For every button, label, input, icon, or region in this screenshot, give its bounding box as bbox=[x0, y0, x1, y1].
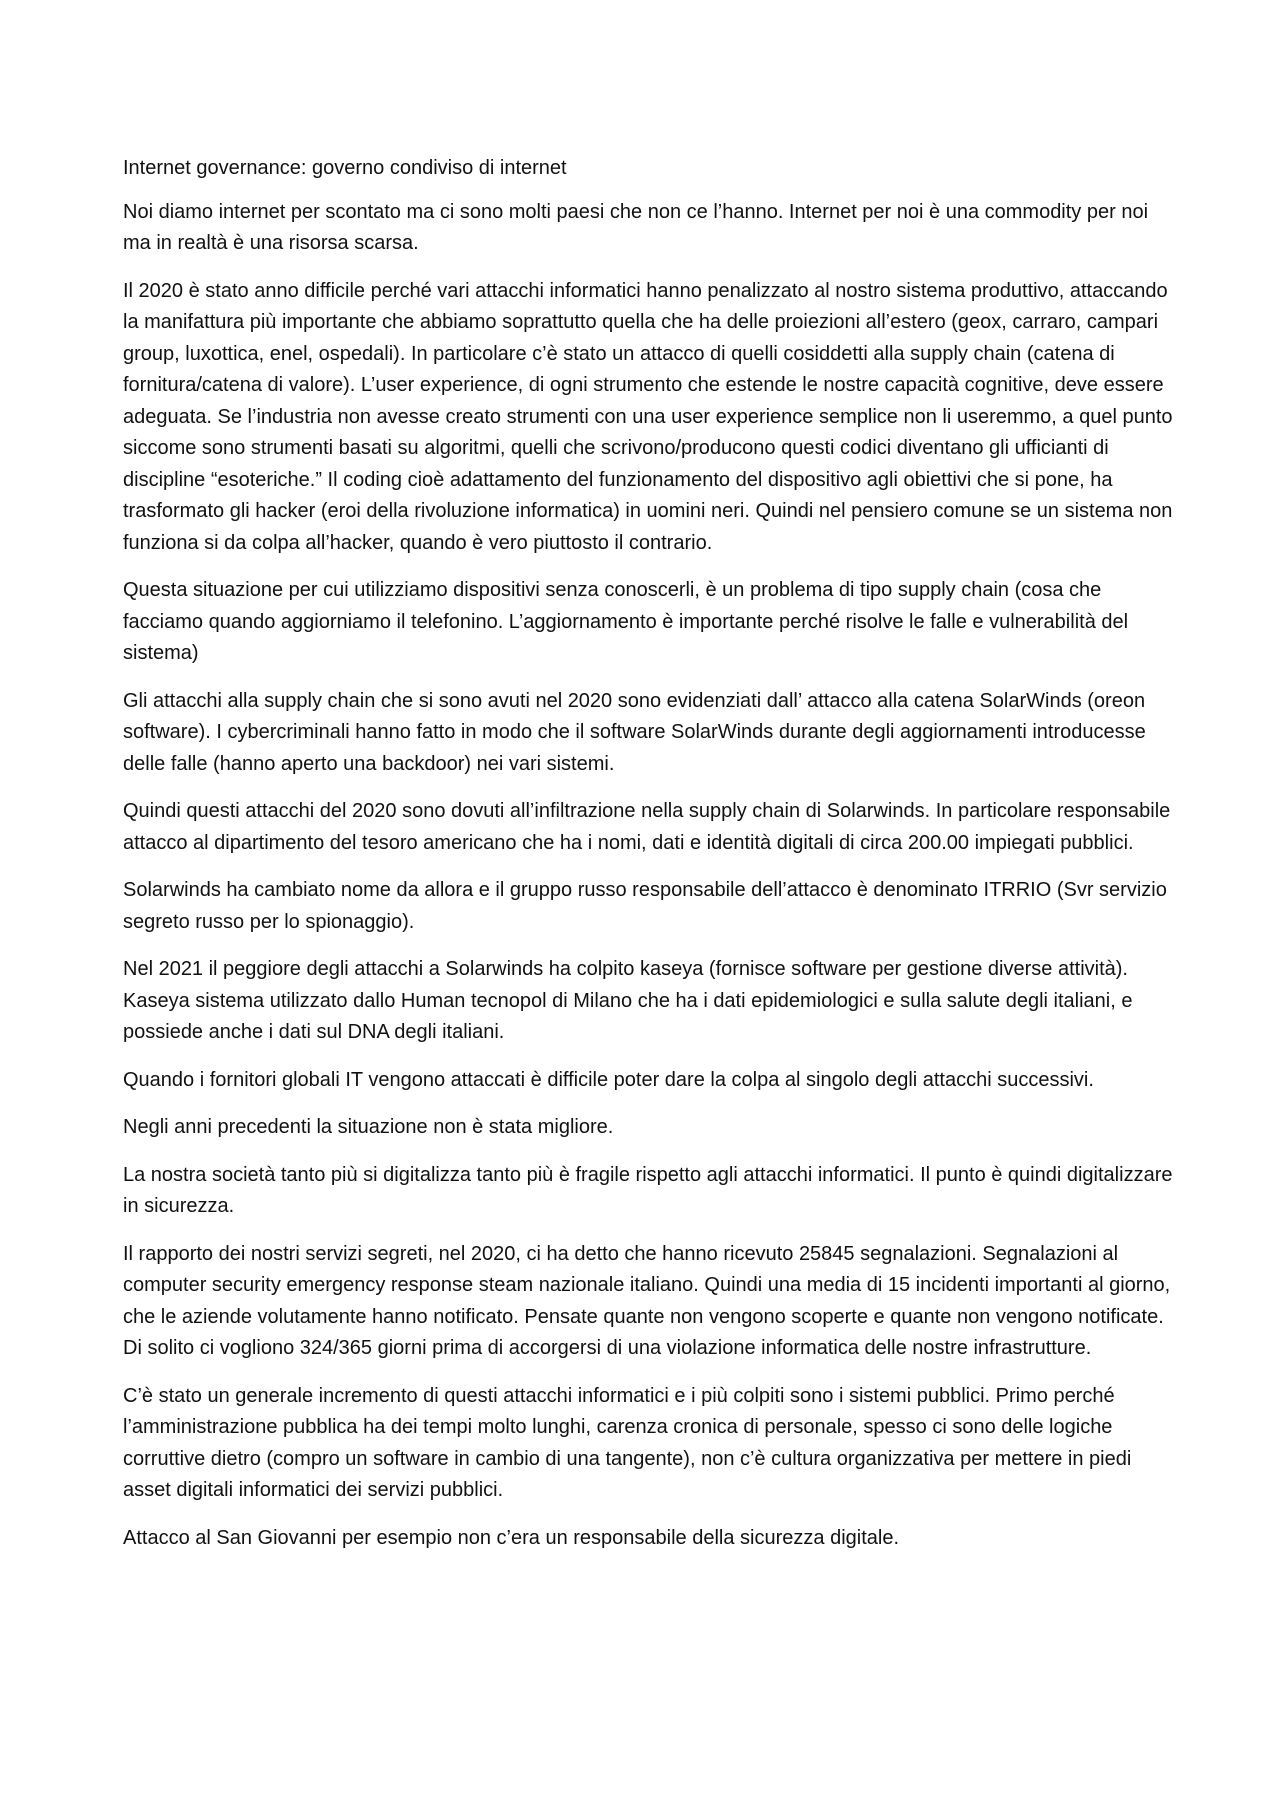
document-title: Internet governance: governo condiviso di internet bbox=[123, 157, 567, 179]
paragraph: La nostra società tanto più si digitalizza tanto più è fragile rispetto agli attacchi informatici. Il punto è quindi digitalizzare in sicurezza. bbox=[123, 1163, 1173, 1217]
paragraph: Quando i fornitori globali IT vengono attaccati è difficile poter dare la colpa al singolo degli attacchi successivi. bbox=[123, 1068, 1094, 1091]
paragraph: Attacco al San Giovanni per esempio non c’era un responsabile della sicurezza digitale. bbox=[123, 1526, 900, 1549]
paragraph: Questa situazione per cui utilizziamo dispositivi senza conoscerli, è un problema di tipo supply chain (cosa che facciamo quando aggiorniamo il telefonino. L’aggiornamento è importante perché risolve le falle e vulnerabilità del sistema) bbox=[123, 579, 1129, 664]
paragraph: Negli anni precedenti la situazione non è stata migliore. bbox=[123, 1116, 614, 1138]
paragraph: Noi diamo internet per scontato ma ci sono molti paesi che non ce l’hanno. Internet per noi è una commodity per noi ma in realtà è una risorsa scarsa. bbox=[123, 200, 1149, 254]
paragraph: Il 2020 è stato anno difficile perché vari attacchi informatici hanno penalizzato al nostro sistema produttivo, attaccando la manifattura più importante che abbiamo soprattutto quella che ha delle proiezioni all’estero (geox, carraro, campari group, luxottica, enel, ospedali). In particolare c’è stato un attacco di quelli cosiddetti alla supply chain (catena di fornitura/catena di valore). L’user experience, di ogni strumento che estende le nostre capacità cognitive, deve essere adeguata. Se l’industria non avesse creato strumenti con una user experience semplice non li useremmo, a quel punto siccome sono strumenti basati su algoritmi, quelli che scrivono/producono questi codici diventano gli ufficianti di discipline “esoteriche.” Il coding cioè adattamento del funzionamento del dispositivo agli obiettivi che si pone, ha trasformato gli hacker (eroi della rivoluzione informatica) in uomini neri. Quindi nel pensiero comune se un sistema non funziona si da colpa all’hacker, quando è vero piuttosto il contrario. bbox=[123, 279, 1173, 554]
paragraph: Il rapporto dei nostri servizi segreti, nel 2020, ci ha detto che hanno ricevuto 25845 segnalazioni. Segnalazioni al computer security emergency response steam nazionale italiano. Quindi una media di 15 incidenti importanti al giorno, che le aziende volutamente hanno notificato. Pensate quante non vengono scoperte e quante non vengono notificate. Di solito ci vogliono 324/365 giorni prima di accorgersi di una violazione informatica delle nostre infrastrutture. bbox=[123, 1242, 1171, 1359]
paragraph: Gli attacchi alla supply chain che si sono avuti nel 2020 sono evidenziati dall’ attacco alla catena SolarWinds (oreon software). I cybercriminali hanno fatto in modo che il software SolarWinds durante degli aggiornamenti introducesse delle falle (hanno aperto una backdoor) nei vari sistemi. bbox=[123, 689, 1146, 775]
paragraph: Solarwinds ha cambiato nome da allora e il gruppo russo responsabile dell’attacco è denominato ITRRIO (Svr servizio segreto russo per lo spionaggio). bbox=[123, 879, 1167, 933]
document-body bbox=[123, 153, 1173, 1570]
paragraph: C’è stato un generale incremento di questi attacchi informatici e i più colpiti sono i sistemi pubblici. Primo perché l’amministrazione pubblica ha dei tempi molto lunghi, carenza cronica di personale, spesso ci sono delle logiche corruttive dietro (compro un software in cambio di una tangente), non c’è cultura organizzativa per mettere in piedi asset digitali informatici dei servizi pubblici. bbox=[123, 1384, 1132, 1501]
paragraph: Nel 2021 il peggiore degli attacchi a Solarwinds ha colpito kaseya (fornisce software per gestione diverse attività). Kaseya sistema utilizzato dallo Human tecnopol di Milano che ha i dati epidemiologici e sulla salute degli italiani, e possiede anche i dati sul DNA degli italiani. bbox=[123, 958, 1133, 1043]
paragraph: Quindi questi attacchi del 2020 sono dovuti all’infiltrazione nella supply chain di Solarwinds. In particolare responsabile attacco al dipartimento del tesoro americano che ha i nomi, dati e identità digitali di circa 200.00 impiegati pubblici. bbox=[123, 800, 1171, 854]
